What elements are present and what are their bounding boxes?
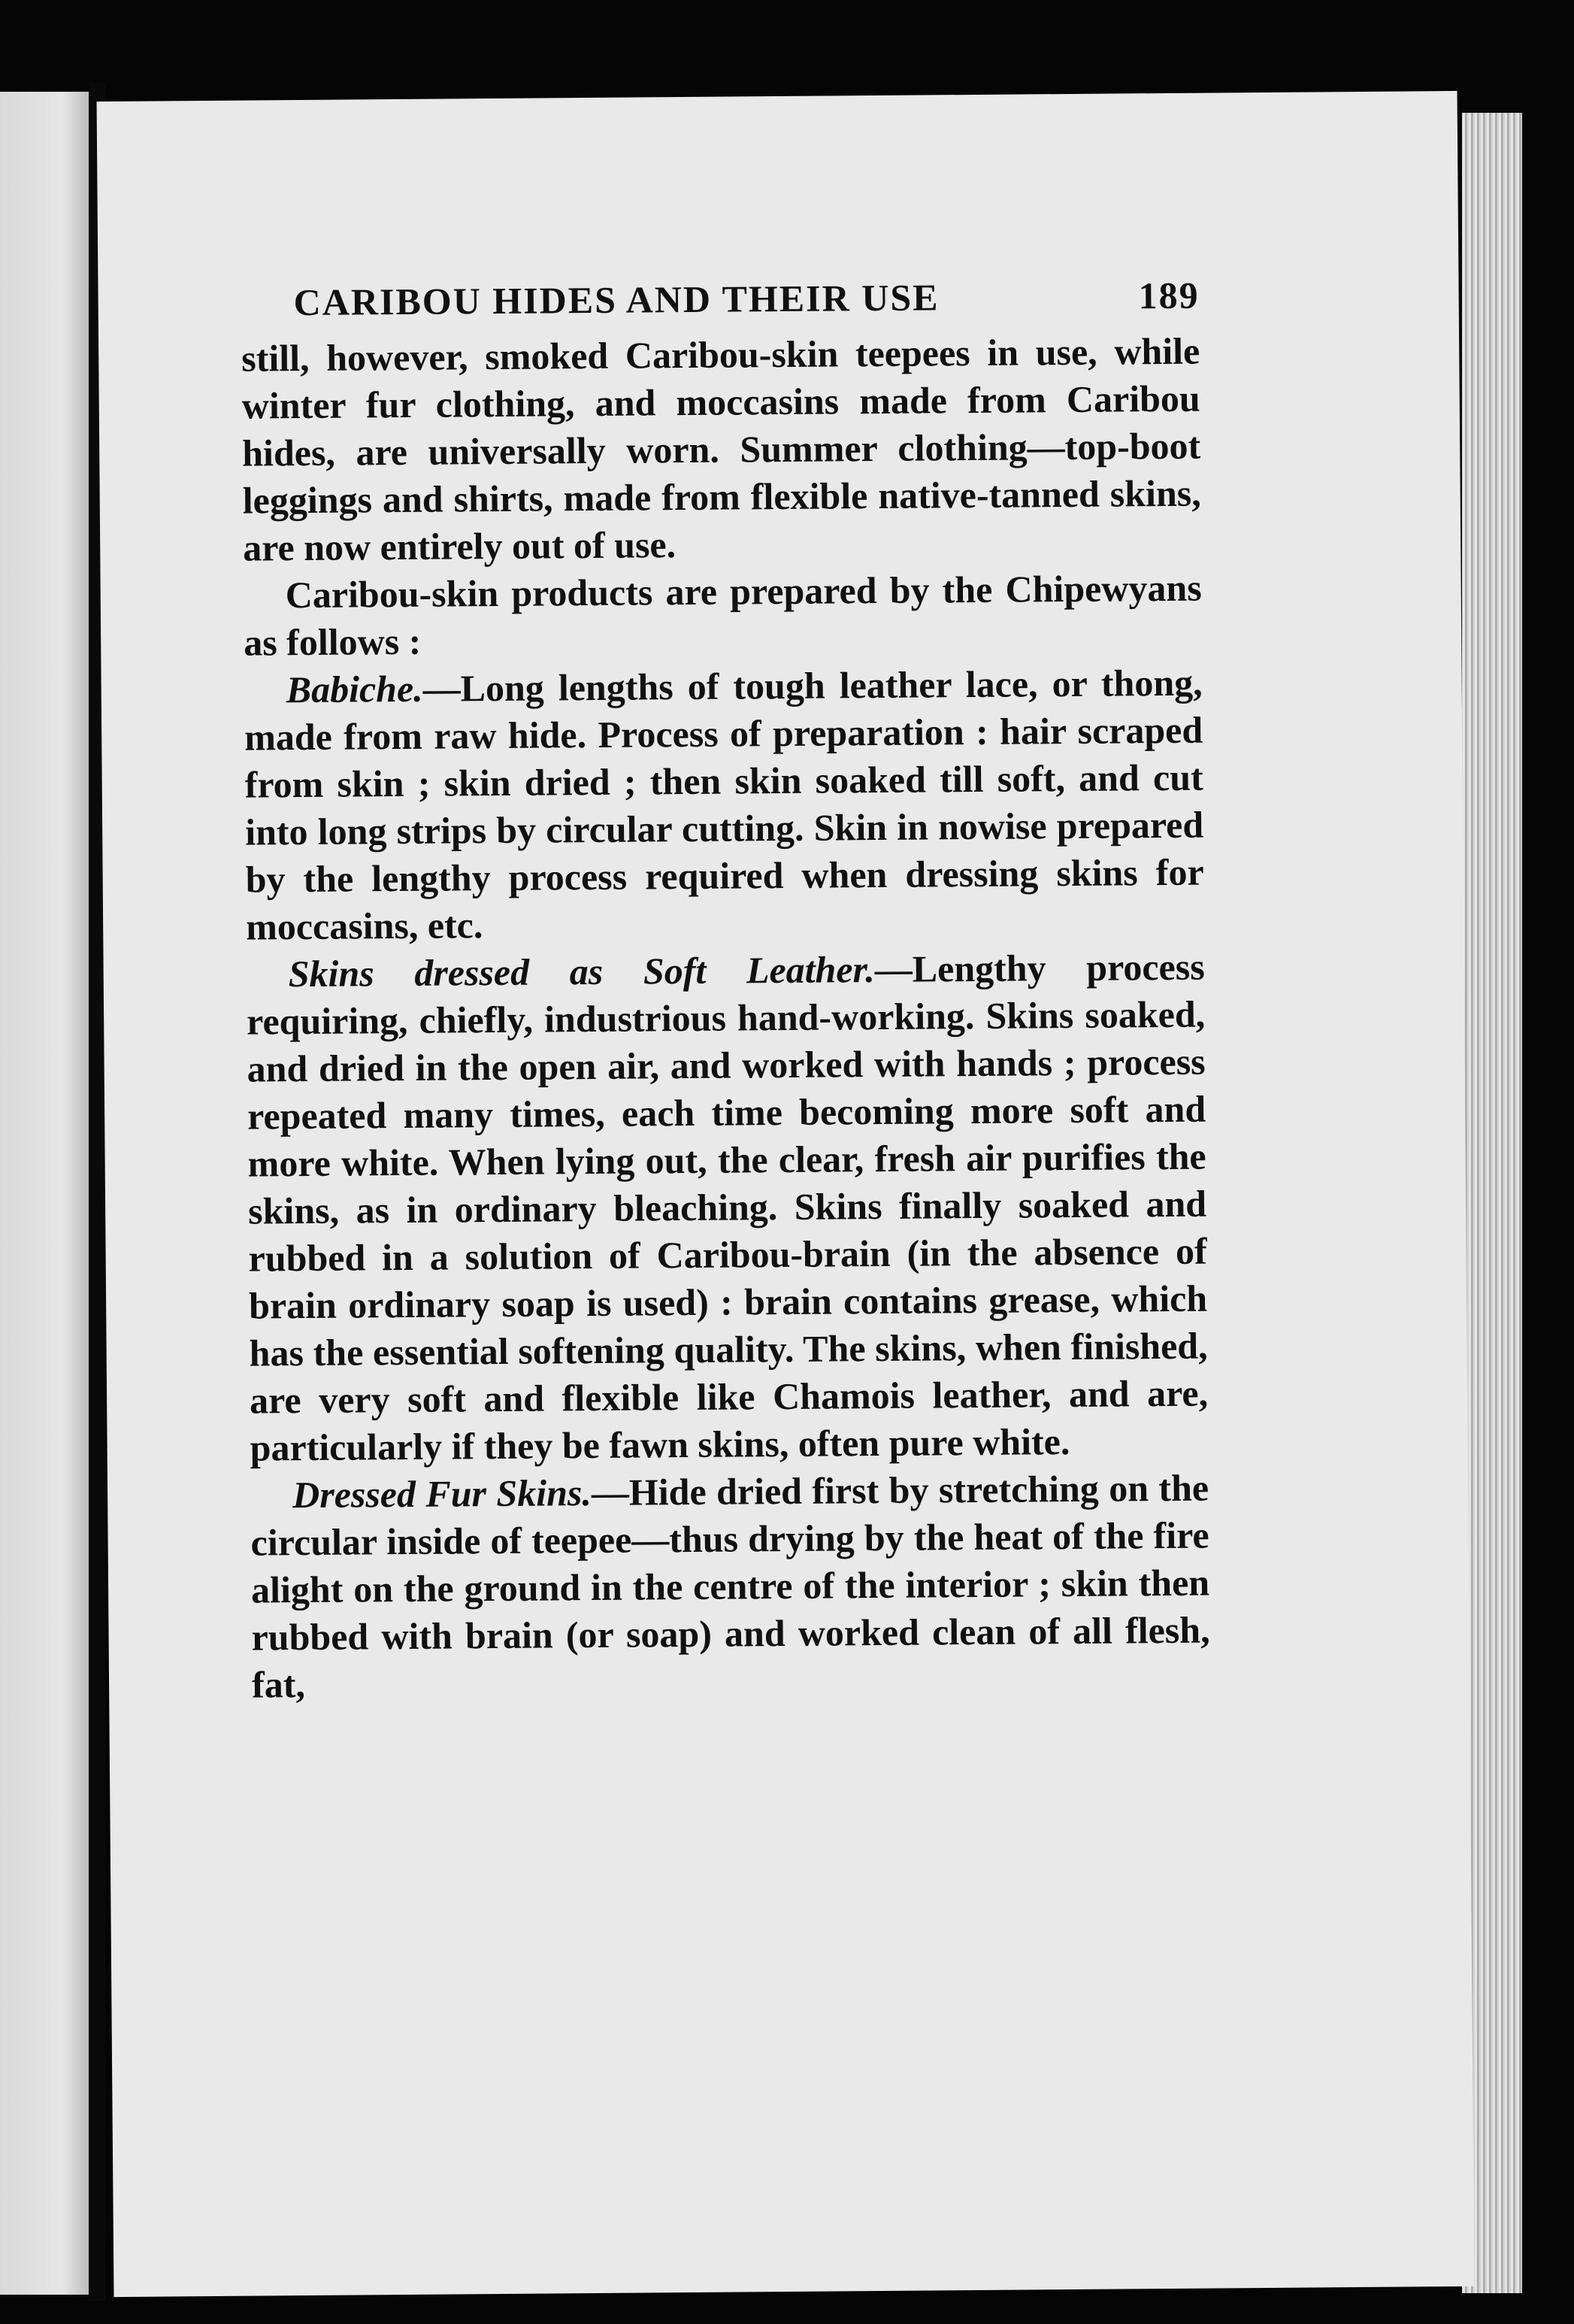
running-head-title: CARIBOU HIDES AND THEIR USE	[293, 276, 940, 324]
paragraph-continued	[241, 328, 1201, 572]
facing-page-edge	[0, 92, 89, 2295]
paragraph-lead: Babiche.	[286, 667, 423, 711]
paragraph-text: —Long lengths of tough leather lace, or thong, made from raw hide. Process of preparation : hair scraped from skin ; skin dried ; then skin soaked till soft, and cut into long strips by circular cutting. Skin in nowise prepared by the lengthy process required when dressing skins for moccasins, etc.	[244, 661, 1204, 948]
page-number: 189	[1138, 274, 1200, 317]
paragraph-text: —Lengthy process requiring, chiefly, industrious hand-working. Skins soaked, and dried in the open air, and worked with hands ; process repeated many times, each time becoming more soft and more white. When lying out, the clear, fresh air purifies the skins, as in ordinary bleaching. Skins finally soaked and rubbed in a solution of Caribou-brain (in the absence of brain ordinary soap is used) : brain contains grease, which has the essential softening quality. The skins, when finished, are very soft and flexible like Chamois leather, and are, particularly if they be fawn skins, often pure white.	[246, 945, 1209, 1469]
paragraph-babiche	[244, 659, 1204, 951]
book-page	[97, 91, 1475, 2297]
paragraph-text: still, however, smoked Caribou-skin teepees in use, while winter fur clothing, and moccasins made from Caribou hides, are universally worn. Summer clothing—top-boot leggings and shirts, made from flexible native-tanned skins, are now entirely out of use.	[241, 329, 1201, 569]
paragraph-lead: Skins dressed as Soft Leather.	[288, 948, 875, 995]
paragraph-soft-leather	[246, 944, 1208, 1472]
text-block	[241, 274, 1210, 1709]
paragraph-lead: Dressed Fur Skins.	[292, 1471, 592, 1517]
running-head	[241, 274, 1199, 325]
paragraph-text: Caribou-skin products are prepared by the Chipewyans as follows :	[243, 566, 1202, 664]
paragraph-intro	[243, 565, 1202, 667]
paragraph-fur-skins	[250, 1465, 1210, 1709]
paragraph-text: —Hide dried first by stretching on the circular inside of teepee—thus drying by the heat of the fire alight on the ground in the centre of the interior ; skin then rubbed with brain (or soap) and worked clean of all flesh, fat,	[250, 1466, 1210, 1706]
